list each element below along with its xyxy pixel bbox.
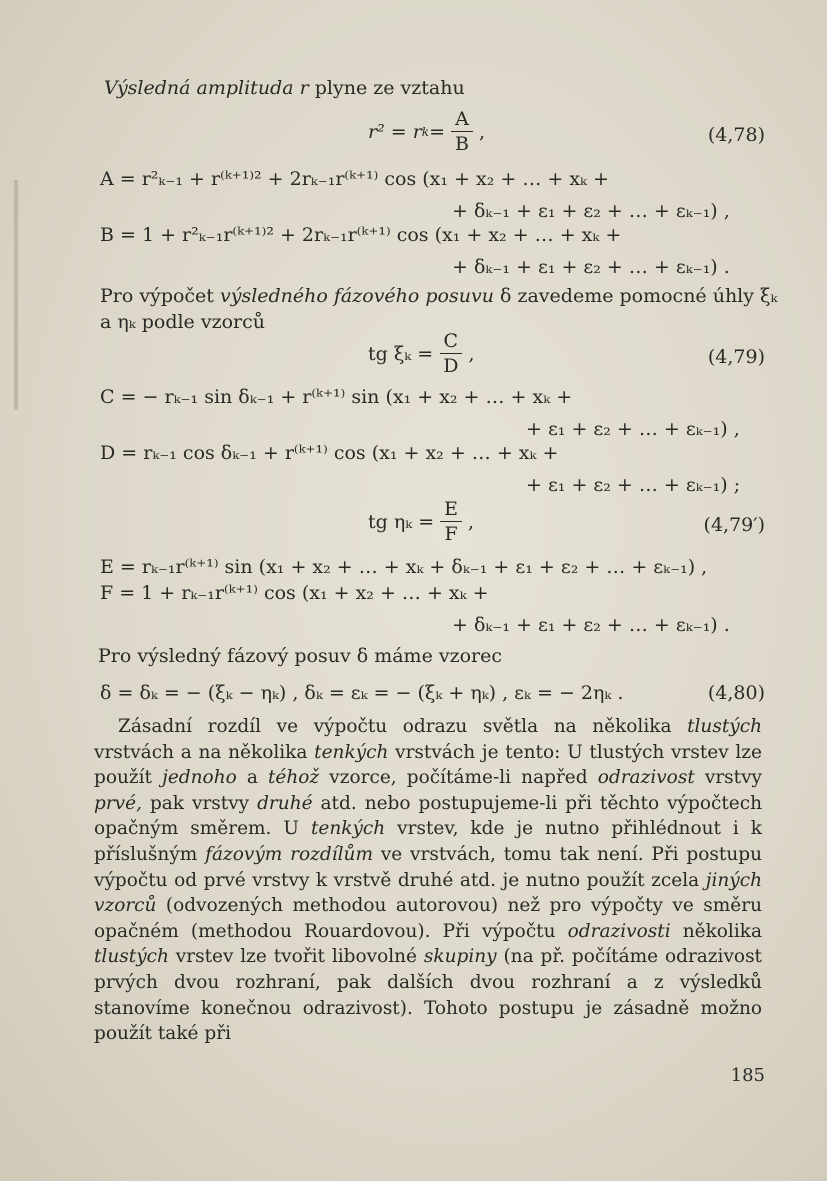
equation-number-4-80: (4,80) — [707, 682, 765, 704]
equation-D-line1: D = rₖ₋₁ cos δₖ₋₁ + r⁽ᵏ⁺¹⁾ cos (x₁ + x₂ + … + xₖ + — [100, 442, 559, 464]
page-edge-shadow — [14, 180, 18, 410]
paragraph-text — [94, 714, 762, 1047]
fraction-e-f: $\frac{E}{F}$ — [440, 500, 462, 544]
text-run: (odvozených methodou autorovou) než pro výpočty ve směru opačném (methodou Rouardovou). Při výpočtu — [94, 895, 762, 942]
page-number: 185 — [730, 1065, 765, 1086]
italic-run: tenkých — [310, 818, 386, 840]
italic-run: téhož — [268, 767, 320, 789]
italic-run: tenkých — [314, 741, 389, 763]
text-run: Zásadní rozdíl ve výpočtu odrazu světla na několika — [118, 716, 688, 737]
italic-run: skupiny — [423, 946, 497, 968]
text-run: vrstvy — [694, 767, 762, 789]
equation-4-78: r² = r k = $\frac{A}{B}$ , — [368, 108, 485, 155]
text-pro-vysledny: Pro výsledný fázový posuv δ máme vzorec — [98, 645, 503, 667]
equation-4-79-prime: tg ηₖ = $\frac{E}{F}$ , — [368, 498, 475, 545]
equation-F-line1: F = 1 + rₖ₋₁r⁽ᵏ⁺¹⁾ cos (x₁ + x₂ + … + xₖ + — [100, 582, 489, 604]
equation-F-line2: + δₖ₋₁ + ε₁ + ε₂ + … + εₖ₋₁) . — [452, 614, 730, 636]
italic-run: jiných vzorců — [94, 869, 762, 917]
intro-var: r — [299, 77, 309, 99]
intro-italic: Výsledná amplituda — [104, 77, 294, 99]
equation-D-line2: + ε₁ + ε₂ + … + εₖ₋₁) ; — [526, 474, 741, 496]
italic-run: odrazivost — [597, 767, 695, 789]
text-run: a — [236, 767, 268, 789]
text-run: několika — [670, 920, 763, 942]
equation-A-line2: + δₖ₋₁ + ε₁ + ε₂ + … + εₖ₋₁) , — [452, 200, 730, 222]
equation-number-4-78: (4,78) — [707, 124, 765, 146]
equation-number-4-79: (4,79) — [707, 346, 765, 368]
equation-B-line2: + δₖ₋₁ + ε₁ + ε₂ + … + εₖ₋₁) . — [452, 256, 730, 278]
equation-C-line2: + ε₁ + ε₂ + … + εₖ₋₁) , — [526, 418, 740, 440]
italic-run: odrazivosti — [567, 920, 671, 942]
text-run: atd. nebo postupujeme-li při těchto výpočtech opačným směrem. U — [94, 792, 762, 840]
text-run: vzorce, počítáme-li napřed — [319, 767, 598, 789]
fraction-a-b: $\frac{A}{B}$ — [451, 110, 473, 154]
equation-A-line1: A = r²ₖ₋₁ + r⁽ᵏ⁺¹⁾² + 2rₖ₋₁r⁽ᵏ⁺¹⁾ cos (x₁ + x₂ + … + xₖ + — [100, 168, 609, 190]
main-paragraph — [94, 714, 762, 1047]
italic-run: druhé — [257, 792, 313, 814]
text-podle-vzorcu: a ηₖ podle vzorců — [100, 311, 265, 333]
intro-line — [104, 76, 465, 101]
italic-run: jednoho — [162, 767, 237, 789]
italic-run: fázovým rozdílům — [205, 843, 374, 865]
equation-E-line1: E = rₖ₋₁r⁽ᵏ⁺¹⁾ sin (x₁ + x₂ + … + xₖ + δₖ₋₁ + ε₁ + ε₂ + … + εₖ₋₁) , — [100, 556, 708, 578]
equation-number-4-79-prime: (4,79′) — [703, 514, 765, 536]
equation-4-79: tg ξₖ = $\frac{C}{D}$ , — [368, 330, 475, 377]
equation-B-line1: B = 1 + r²ₖ₋₁r⁽ᵏ⁺¹⁾² + 2rₖ₋₁r⁽ᵏ⁺¹⁾ cos (x₁ + x₂ + … + xₖ + — [100, 224, 622, 246]
equation-4-80: δ = δₖ = − (ξₖ − ηₖ) , δₖ = εₖ = − (ξₖ + ηₖ) , εₖ = − 2ηₖ . — [100, 682, 624, 704]
italic-run: prvé, — [94, 792, 142, 814]
text-run: (na př. počítáme odrazivost prvých dvou rozhraní, pak dalších dvou rozhraní a z výsledků stanovíme konečnou odrazivost). Tohoto postupu je zásadně možno použít také při — [94, 946, 762, 1045]
text-pro-vypocet: Pro výpočet výsledného fázového posuvu δ zavedeme pomocné úhly ξₖ — [100, 285, 778, 307]
intro-rest: plyne ze vztahu — [314, 77, 465, 99]
text-run: vrstev lze tvořit libovolné — [168, 946, 424, 968]
italic-run: tlustých — [687, 716, 762, 737]
text-run: pak vrstvy — [141, 792, 258, 814]
italic-run: tlustých — [94, 946, 169, 968]
text-run: vrstev, kde je nutno přihlédnout i k příslušným — [94, 818, 762, 865]
text-run: ve vrstvách, tomu tak není. Při postupu výpočtu od prvé vrstvy k vrstvě druhé atd. je nutno použít zcela — [94, 843, 762, 891]
fraction-c-d: $\frac{C}{D}$ — [439, 332, 462, 376]
equation-C-line1: C = − rₖ₋₁ sin δₖ₋₁ + r⁽ᵏ⁺¹⁾ sin (x₁ + x₂ + … + xₖ + — [100, 386, 573, 408]
text-run: vrstvách je tento: U tlustých vrstev lze použít — [94, 741, 763, 789]
text-run: vrstvách a na několika — [94, 741, 315, 763]
